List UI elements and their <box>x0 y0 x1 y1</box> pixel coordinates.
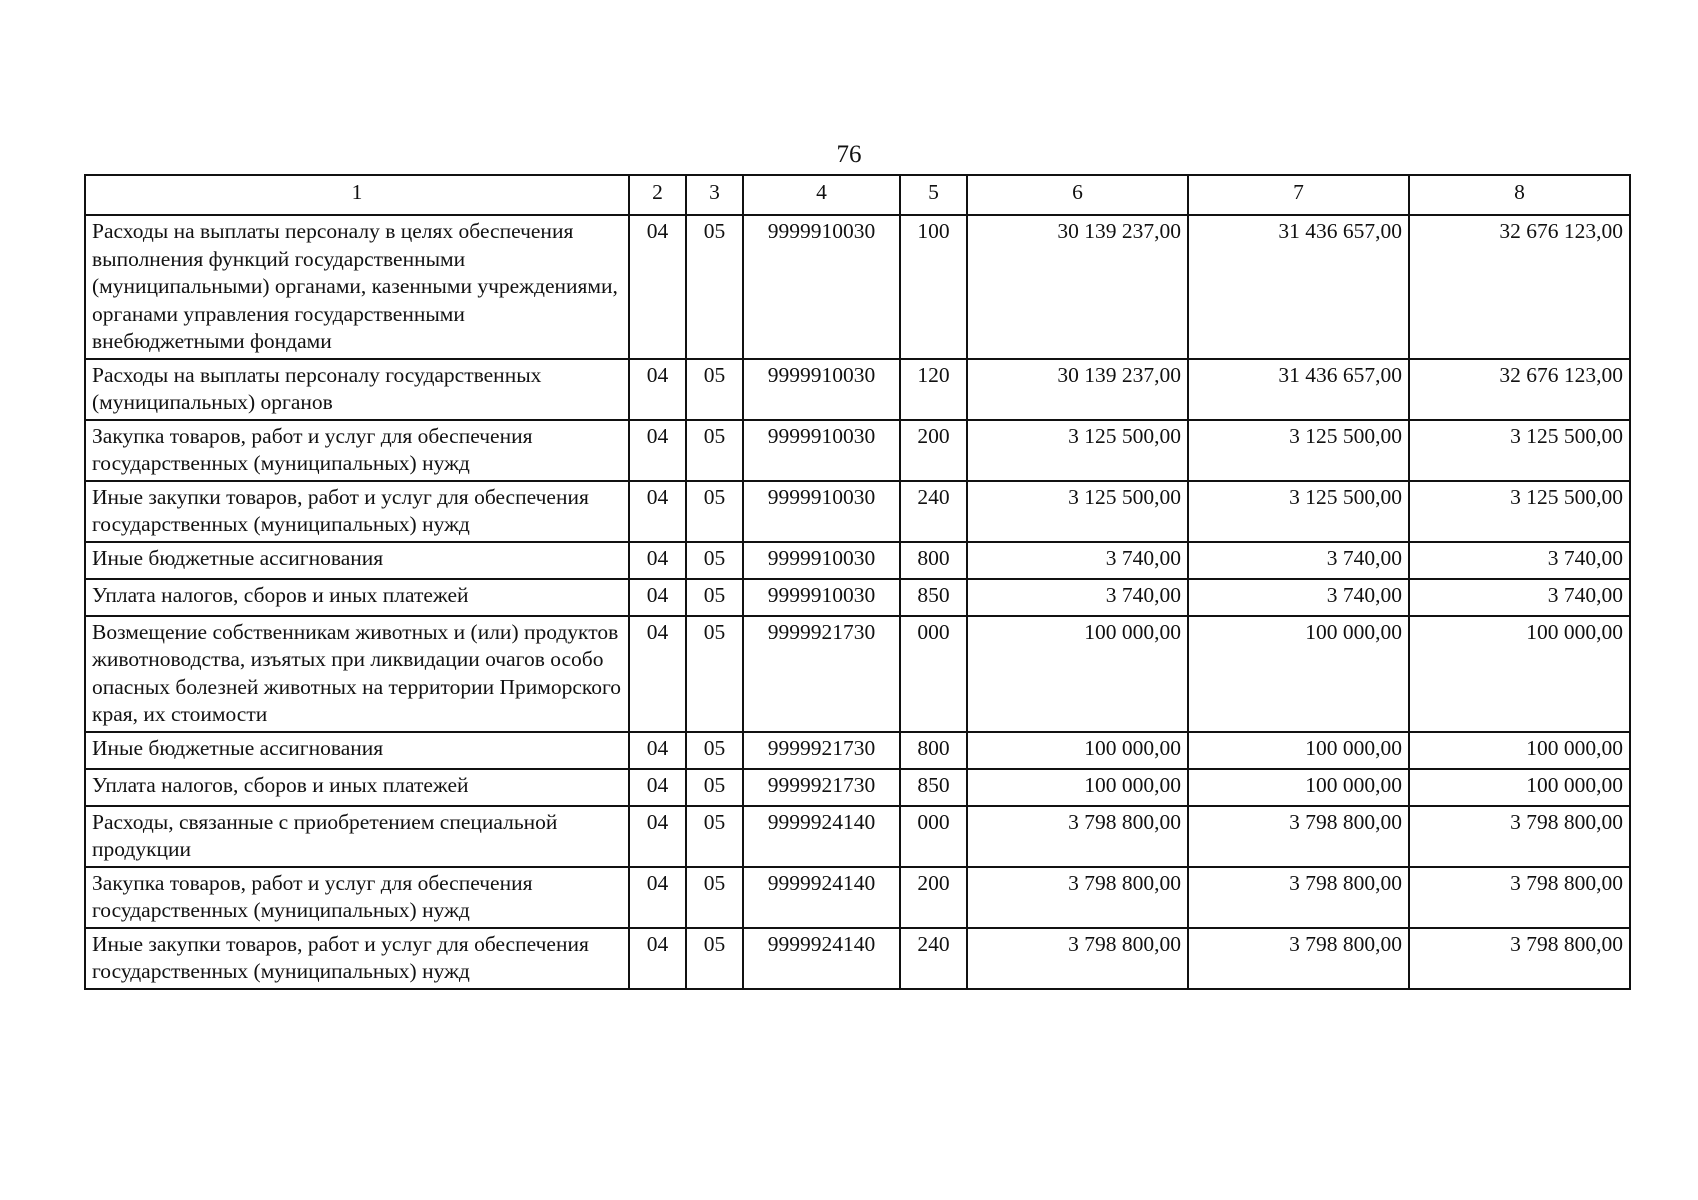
header-cell: 8 <box>1409 175 1630 215</box>
header-cell: 3 <box>686 175 743 215</box>
amount-col8-cell: 3 740,00 <box>1409 579 1630 616</box>
table-row <box>85 481 1630 542</box>
amount-col8-cell: 3 125 500,00 <box>1409 481 1630 542</box>
section-code-cell: 04 <box>629 215 686 359</box>
table-row <box>85 867 1630 928</box>
table-body <box>85 215 1630 989</box>
expense-name-cell: Возмещение собственникам животных и (или) продуктов животноводства, изъятых при ликвидации очагов особо опасных болезней животных на территории Приморского края, их стоимости <box>85 616 629 732</box>
expense-type-cell: 120 <box>900 359 967 420</box>
target-article-cell: 9999924140 <box>743 806 900 867</box>
section-code-cell: 04 <box>629 732 686 769</box>
header-cell: 7 <box>1188 175 1409 215</box>
target-article-cell: 9999910030 <box>743 359 900 420</box>
amount-col6-cell: 3 125 500,00 <box>967 420 1188 481</box>
amount-col8-cell: 100 000,00 <box>1409 769 1630 806</box>
expense-name-cell: Иные бюджетные ассигнования <box>85 732 629 769</box>
amount-col7-cell: 100 000,00 <box>1188 616 1409 732</box>
expense-name-cell: Закупка товаров, работ и услуг для обеспечения государственных (муниципальных) нужд <box>85 420 629 481</box>
amount-col8-cell: 100 000,00 <box>1409 732 1630 769</box>
subsection-code-cell: 05 <box>686 928 743 989</box>
expense-name-cell: Расходы на выплаты персоналу в целях обеспечения выполнения функций государственными (муниципальными) органами, казенными учреждениями, органами управления государственными внебюджетными фондами <box>85 215 629 359</box>
amount-col6-cell: 3 798 800,00 <box>967 867 1188 928</box>
table-row <box>85 769 1630 806</box>
expense-name-cell: Расходы, связанные с приобретением специальной продукции <box>85 806 629 867</box>
amount-col8-cell: 32 676 123,00 <box>1409 359 1630 420</box>
amount-col7-cell: 3 740,00 <box>1188 579 1409 616</box>
amount-col6-cell: 30 139 237,00 <box>967 215 1188 359</box>
expense-name-cell: Иные закупки товаров, работ и услуг для обеспечения государственных (муниципальных) нужд <box>85 481 629 542</box>
target-article-cell: 9999910030 <box>743 215 900 359</box>
amount-col8-cell: 3 798 800,00 <box>1409 867 1630 928</box>
section-code-cell: 04 <box>629 928 686 989</box>
table-row <box>85 806 1630 867</box>
header-cell: 4 <box>743 175 900 215</box>
subsection-code-cell: 05 <box>686 616 743 732</box>
amount-col7-cell: 100 000,00 <box>1188 732 1409 769</box>
expense-name-cell: Уплата налогов, сборов и иных платежей <box>85 579 629 616</box>
amount-col7-cell: 3 125 500,00 <box>1188 481 1409 542</box>
amount-col6-cell: 100 000,00 <box>967 616 1188 732</box>
subsection-code-cell: 05 <box>686 806 743 867</box>
amount-col8-cell: 3 740,00 <box>1409 542 1630 579</box>
header-cell: 1 <box>85 175 629 215</box>
section-code-cell: 04 <box>629 806 686 867</box>
expense-type-cell: 240 <box>900 481 967 542</box>
expense-type-cell: 200 <box>900 867 967 928</box>
subsection-code-cell: 05 <box>686 359 743 420</box>
target-article-cell: 9999921730 <box>743 769 900 806</box>
table-header <box>85 175 1630 215</box>
target-article-cell: 9999910030 <box>743 420 900 481</box>
expense-type-cell: 800 <box>900 542 967 579</box>
amount-col7-cell: 3 798 800,00 <box>1188 928 1409 989</box>
amount-col8-cell: 3 798 800,00 <box>1409 806 1630 867</box>
expense-name-cell: Иные бюджетные ассигнования <box>85 542 629 579</box>
table-row <box>85 359 1630 420</box>
amount-col7-cell: 3 798 800,00 <box>1188 806 1409 867</box>
section-code-cell: 04 <box>629 769 686 806</box>
amount-col6-cell: 100 000,00 <box>967 769 1188 806</box>
amount-col6-cell: 3 740,00 <box>967 579 1188 616</box>
header-cell: 6 <box>967 175 1188 215</box>
table-row <box>85 542 1630 579</box>
subsection-code-cell: 05 <box>686 542 743 579</box>
section-code-cell: 04 <box>629 420 686 481</box>
target-article-cell: 9999910030 <box>743 579 900 616</box>
expense-type-cell: 850 <box>900 579 967 616</box>
amount-col7-cell: 100 000,00 <box>1188 769 1409 806</box>
subsection-code-cell: 05 <box>686 769 743 806</box>
header-cell: 5 <box>900 175 967 215</box>
expense-name-cell: Закупка товаров, работ и услуг для обеспечения государственных (муниципальных) нужд <box>85 867 629 928</box>
amount-col6-cell: 100 000,00 <box>967 732 1188 769</box>
section-code-cell: 04 <box>629 481 686 542</box>
expense-name-cell: Уплата налогов, сборов и иных платежей <box>85 769 629 806</box>
table-row <box>85 215 1630 359</box>
section-code-cell: 04 <box>629 579 686 616</box>
target-article-cell: 9999921730 <box>743 616 900 732</box>
amount-col8-cell: 3 125 500,00 <box>1409 420 1630 481</box>
subsection-code-cell: 05 <box>686 420 743 481</box>
expense-type-cell: 000 <box>900 806 967 867</box>
amount-col6-cell: 3 740,00 <box>967 542 1188 579</box>
table-row <box>85 732 1630 769</box>
header-row <box>85 175 1630 215</box>
target-article-cell: 9999910030 <box>743 542 900 579</box>
subsection-code-cell: 05 <box>686 579 743 616</box>
expense-type-cell: 000 <box>900 616 967 732</box>
amount-col8-cell: 3 798 800,00 <box>1409 928 1630 989</box>
table-row <box>85 616 1630 732</box>
expense-type-cell: 850 <box>900 769 967 806</box>
amount-col6-cell: 3 798 800,00 <box>967 806 1188 867</box>
amount-col6-cell: 3 798 800,00 <box>967 928 1188 989</box>
amount-col7-cell: 31 436 657,00 <box>1188 359 1409 420</box>
table-row <box>85 579 1630 616</box>
section-code-cell: 04 <box>629 542 686 579</box>
section-code-cell: 04 <box>629 359 686 420</box>
expense-type-cell: 200 <box>900 420 967 481</box>
expense-type-cell: 800 <box>900 732 967 769</box>
amount-col7-cell: 3 125 500,00 <box>1188 420 1409 481</box>
amount-col8-cell: 100 000,00 <box>1409 616 1630 732</box>
subsection-code-cell: 05 <box>686 215 743 359</box>
section-code-cell: 04 <box>629 616 686 732</box>
amount-col7-cell: 31 436 657,00 <box>1188 215 1409 359</box>
subsection-code-cell: 05 <box>686 481 743 542</box>
expense-type-cell: 240 <box>900 928 967 989</box>
section-code-cell: 04 <box>629 867 686 928</box>
expense-name-cell: Иные закупки товаров, работ и услуг для обеспечения государственных (муниципальных) нужд <box>85 928 629 989</box>
amount-col6-cell: 30 139 237,00 <box>967 359 1188 420</box>
amount-col7-cell: 3 798 800,00 <box>1188 867 1409 928</box>
target-article-cell: 9999924140 <box>743 867 900 928</box>
subsection-code-cell: 05 <box>686 867 743 928</box>
target-article-cell: 9999910030 <box>743 481 900 542</box>
table-row <box>85 928 1630 989</box>
amount-col8-cell: 32 676 123,00 <box>1409 215 1630 359</box>
header-cell: 2 <box>629 175 686 215</box>
budget-table <box>84 174 1631 990</box>
page-number: 76 <box>836 141 862 168</box>
amount-col7-cell: 3 740,00 <box>1188 542 1409 579</box>
table-row <box>85 420 1630 481</box>
subsection-code-cell: 05 <box>686 732 743 769</box>
target-article-cell: 9999924140 <box>743 928 900 989</box>
amount-col6-cell: 3 125 500,00 <box>967 481 1188 542</box>
expense-type-cell: 100 <box>900 215 967 359</box>
expense-name-cell: Расходы на выплаты персоналу государственных (муниципальных) органов <box>85 359 629 420</box>
target-article-cell: 9999921730 <box>743 732 900 769</box>
